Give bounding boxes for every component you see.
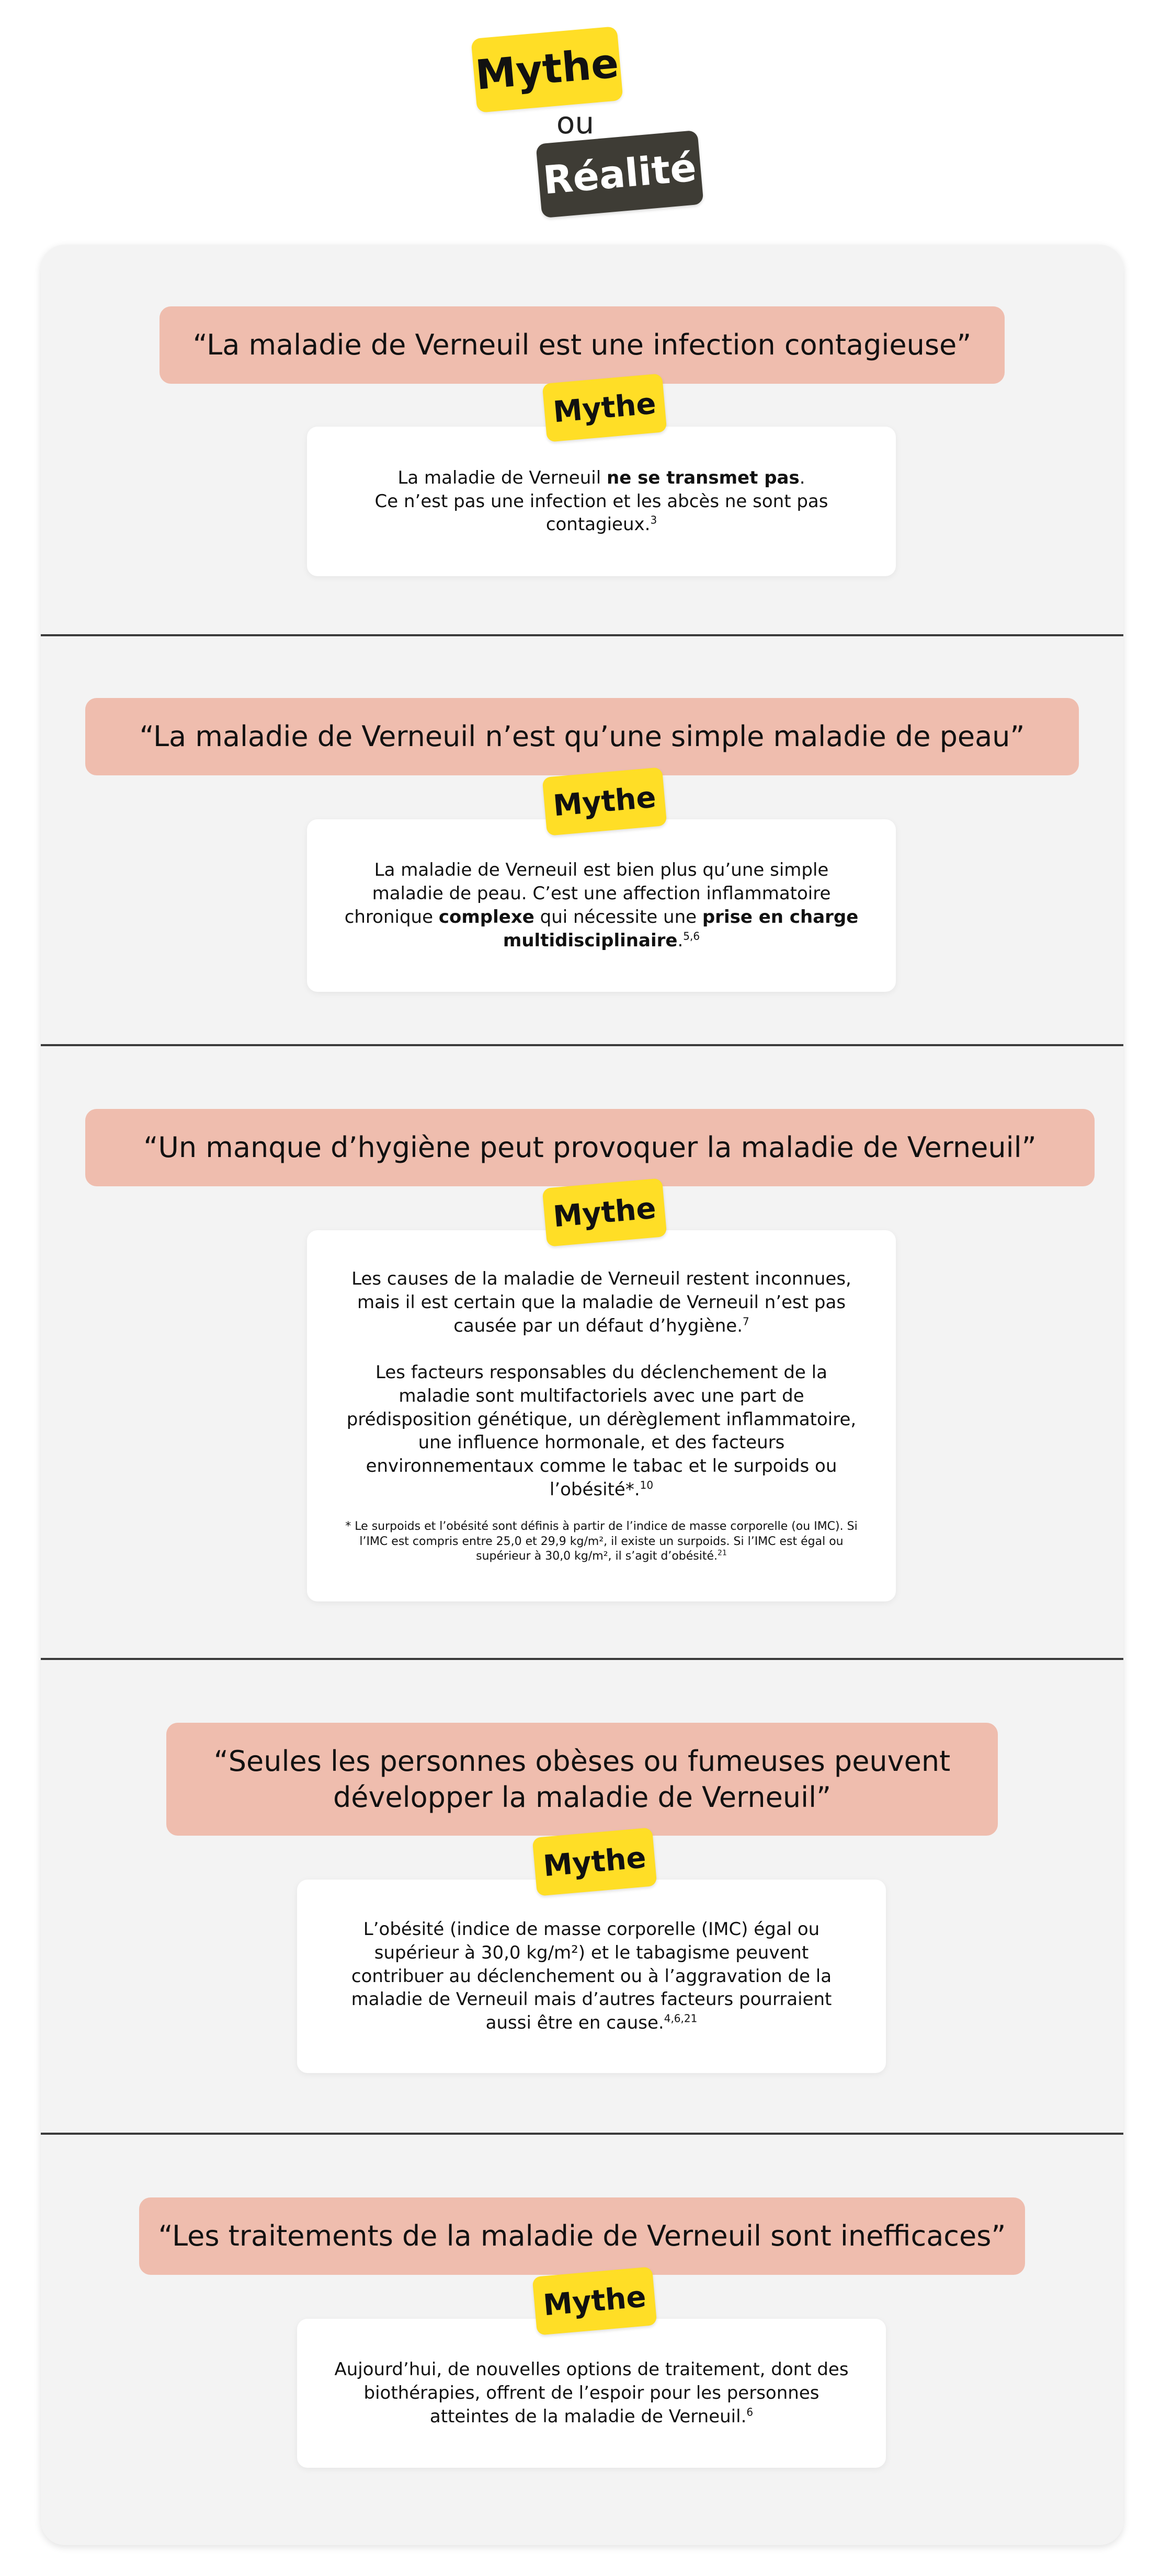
answer-text: La maladie de Verneuil est bien plus qu’une simple maladie de peau. C’est une affection inflammatoire chronique complexe qui nécessite une prise en charge multidisciplinaire.$^{5,6}$: [344, 860, 859, 951]
answer-paragraph-2: Les facteurs responsables du déclenchement de la maladie sont multifactoriels avec une part de prédisposition génétique, un dérèglement inflammatoire, une influence hormonale, et des facteurs environnementaux comme le tabac et le surpoids ou l’obésité*.$^{10}$: [346, 1361, 857, 1501]
realite-title-tag: Réalité: [536, 130, 703, 218]
answer-box: [297, 1880, 886, 2073]
mythe-tag: Mythe: [532, 2266, 657, 2335]
mythe-tag: Mythe: [542, 767, 667, 836]
myth-section-5: [41, 2135, 1123, 2545]
answer-box: [297, 2319, 886, 2468]
answer-box: [307, 427, 896, 576]
mythe-tag: Mythe: [542, 1178, 667, 1247]
myth-quote: “La maladie de Verneuil est une infection contagieuse”: [160, 306, 1005, 384]
myth-section-2: [41, 636, 1123, 1044]
myth-section-3: [41, 1046, 1123, 1658]
myth-quote: “Les traitements de la maladie de Verneuil sont inefficaces”: [139, 2197, 1025, 2275]
myth-quote: “La maladie de Verneuil n’est qu’une simple maladie de peau”: [85, 698, 1079, 775]
answer-text: La maladie de Verneuil ne se transmet pas. Ce n’est pas une infection et les abcès ne sont pas contagieux.$^3$: [374, 467, 828, 535]
answer-text: L’obésité (indice de masse corporelle (IMC) égal ou supérieur à 30,0 kg/m²) et le tabagisme peuvent contribuer au déclenchement ou à l’aggravation de la maladie de Verneuil mais d’autres facteurs pourraient aussi être en cause.$^{4,6,21}$: [351, 1918, 832, 2034]
footnote: * Le surpoids et l’obésité sont définis à partir de l’indice de masse corporelle (ou IMC). Si l’IMC est compris entre 25,0 et 29,9 kg/m², il existe un surpoids. Si l’IMC est égal ou supérieur à 30,0 kg/m², il s’agit d’obésité.$^{21}$: [345, 1520, 858, 1563]
ou-label: ou: [556, 105, 595, 141]
answer-box: [307, 1230, 896, 1601]
answer-text: Aujourd’hui, de nouvelles options de traitement, dont des biothérapies, offrent de l’espoir pour les personnes atteintes de la maladie de Verneuil.$^6$: [334, 2359, 849, 2427]
mythe-tag: Mythe: [532, 1827, 657, 1896]
mythe-tag: Mythe: [542, 373, 667, 442]
answer-box: [307, 819, 896, 992]
myth-quote: “Seules les personnes obèses ou fumeuses peuvent développer la maladie de Verneuil”: [166, 1723, 998, 1836]
myth-section-1: [41, 245, 1123, 634]
myths-card: [41, 245, 1123, 2545]
page-header: [0, 0, 1161, 225]
answer-paragraph-1: Les causes de la maladie de Verneuil restent inconnues, mais il est certain que la maladie de Verneuil n’est pas causée par un défaut d’hygiène.$^7$: [351, 1268, 851, 1336]
mythe-title-tag: Mythe: [471, 26, 623, 113]
myth-section-4: [41, 1660, 1123, 2133]
myth-quote: “Un manque d’hygiène peut provoquer la maladie de Verneuil”: [85, 1109, 1095, 1186]
